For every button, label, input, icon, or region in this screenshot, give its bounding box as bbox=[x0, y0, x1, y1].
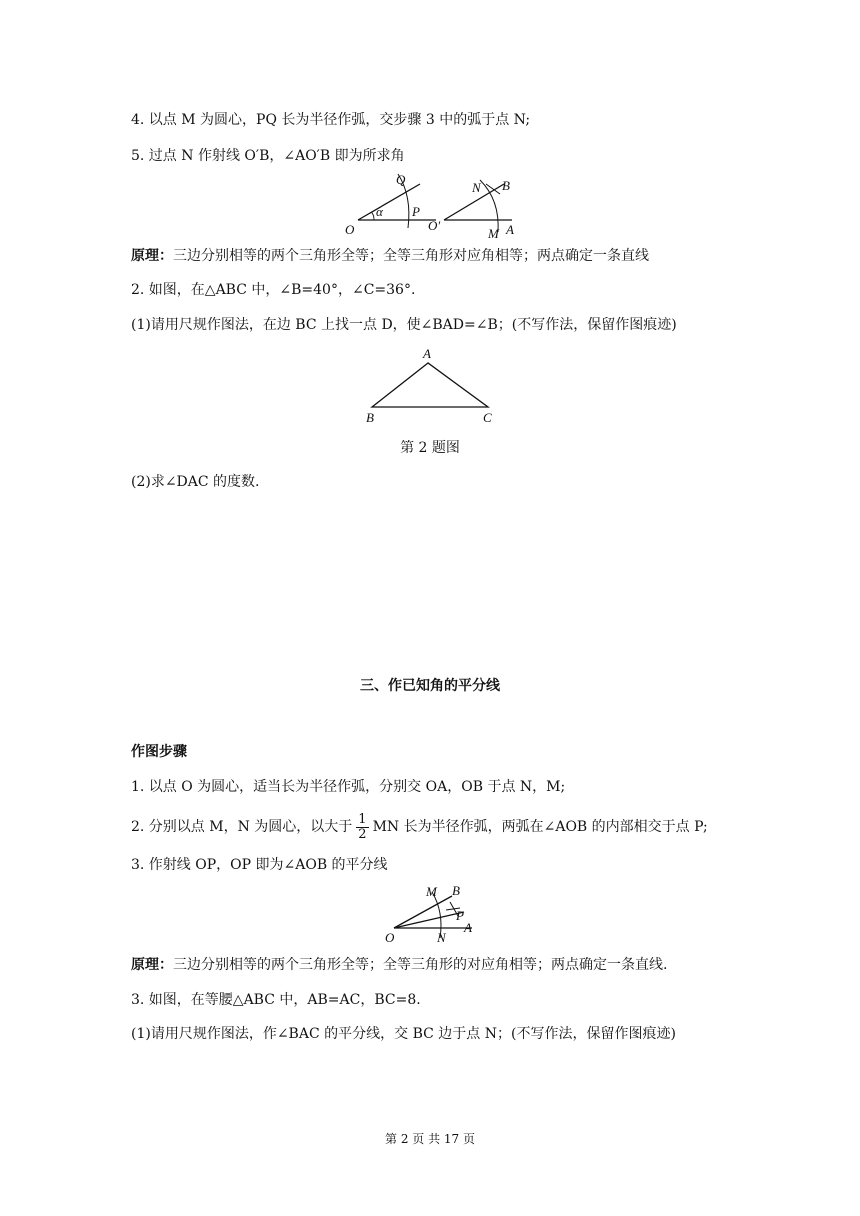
principle-1 bbox=[131, 246, 649, 266]
fig1-label-a: A bbox=[506, 222, 514, 237]
fraction-denominator: 2 bbox=[358, 826, 367, 842]
angle-bisector-figure bbox=[380, 880, 490, 948]
question-3-intro: 3. 如图，在等腰△ABC 中，AB=AC，BC=8. bbox=[131, 992, 421, 1008]
bisect-step-3: 3. 作射线 OP，OP 即为∠AOB 的平分线 bbox=[131, 857, 388, 873]
fig3-label-o: O bbox=[385, 930, 395, 945]
fraction-numerator: 1 bbox=[358, 811, 367, 827]
bisect-step-2-post: MN 长为半径作弧，两弧在∠AOB 的内部相交于点 P; bbox=[372, 819, 708, 835]
principle-2 bbox=[131, 955, 667, 975]
fig2-label-c: C bbox=[483, 410, 492, 425]
fig1-label-m: M bbox=[488, 226, 499, 241]
fig3-label-n: N bbox=[437, 930, 446, 945]
section-3-title: 三、作已知角的平分线 bbox=[360, 678, 500, 694]
steps-heading: 作图步骤 bbox=[131, 744, 187, 760]
fig1-label-p: P bbox=[412, 204, 420, 219]
fig1-label-q: Q bbox=[396, 172, 406, 187]
question-2-part-2: (2)求∠DAC 的度数. bbox=[131, 474, 260, 490]
fig2-label-a: A bbox=[423, 346, 431, 361]
principle-2-label: 原理： bbox=[131, 957, 173, 973]
fig1-label-b: B bbox=[502, 178, 510, 193]
bisect-step-2-pre: 2. 分别以点 M，N 为圆心，以大于 bbox=[131, 819, 353, 835]
fig3-label-a: A bbox=[464, 920, 472, 935]
fig1-label-alpha: α bbox=[376, 204, 383, 219]
page-footer: 第 2 页 共 17 页 bbox=[385, 1132, 475, 1146]
bisect-step-1: 1. 以点 O 为圆心，适当长为半径作弧，分别交 OA，OB 于点 N，M; bbox=[131, 779, 566, 795]
bisect-step-2 bbox=[131, 812, 708, 842]
question-2-part-1: (1)请用尺规作图法，在边 BC 上找一点 D，使∠BAD=∠B；(不写作法，保留作图痕迹) bbox=[131, 317, 677, 333]
question-2-intro: 2. 如图，在△ABC 中，∠B=40°，∠C=36°. bbox=[131, 282, 416, 298]
fig1-label-o-prime: O′ bbox=[428, 218, 441, 233]
triangle-abc-figure bbox=[360, 345, 500, 430]
fig3-label-p: P bbox=[456, 908, 464, 923]
principle-2-text: 三边分别相等的两个三角形全等；全等三角形的对应角相等；两点确定一条直线. bbox=[173, 957, 668, 973]
half-fraction bbox=[356, 813, 368, 842]
step-5-text: 5. 过点 N 作射线 O′B，∠AO′B 即为所求角 bbox=[131, 148, 405, 164]
fig3-label-m: M bbox=[426, 884, 437, 899]
principle-1-label: 原理： bbox=[131, 248, 173, 264]
fig1-label-n: N bbox=[472, 180, 481, 195]
figure-2-caption: 第 2 题图 bbox=[400, 440, 460, 456]
fig2-label-b: B bbox=[366, 410, 374, 425]
fig1-label-o: O bbox=[345, 222, 355, 237]
angle-copy-figure bbox=[340, 170, 530, 240]
step-4-text: 4. 以点 M 为圆心，PQ 长为半径作弧，交步骤 3 中的弧于点 N; bbox=[131, 112, 531, 128]
fig3-label-b: B bbox=[452, 883, 460, 898]
principle-1-text: 三边分别相等的两个三角形全等；全等三角形对应角相等；两点确定一条直线 bbox=[173, 248, 649, 264]
question-3-part-1: (1)请用尺规作图法，作∠BAC 的平分线，交 BC 边于点 N；(不写作法，保留作图痕迹) bbox=[131, 1026, 676, 1042]
